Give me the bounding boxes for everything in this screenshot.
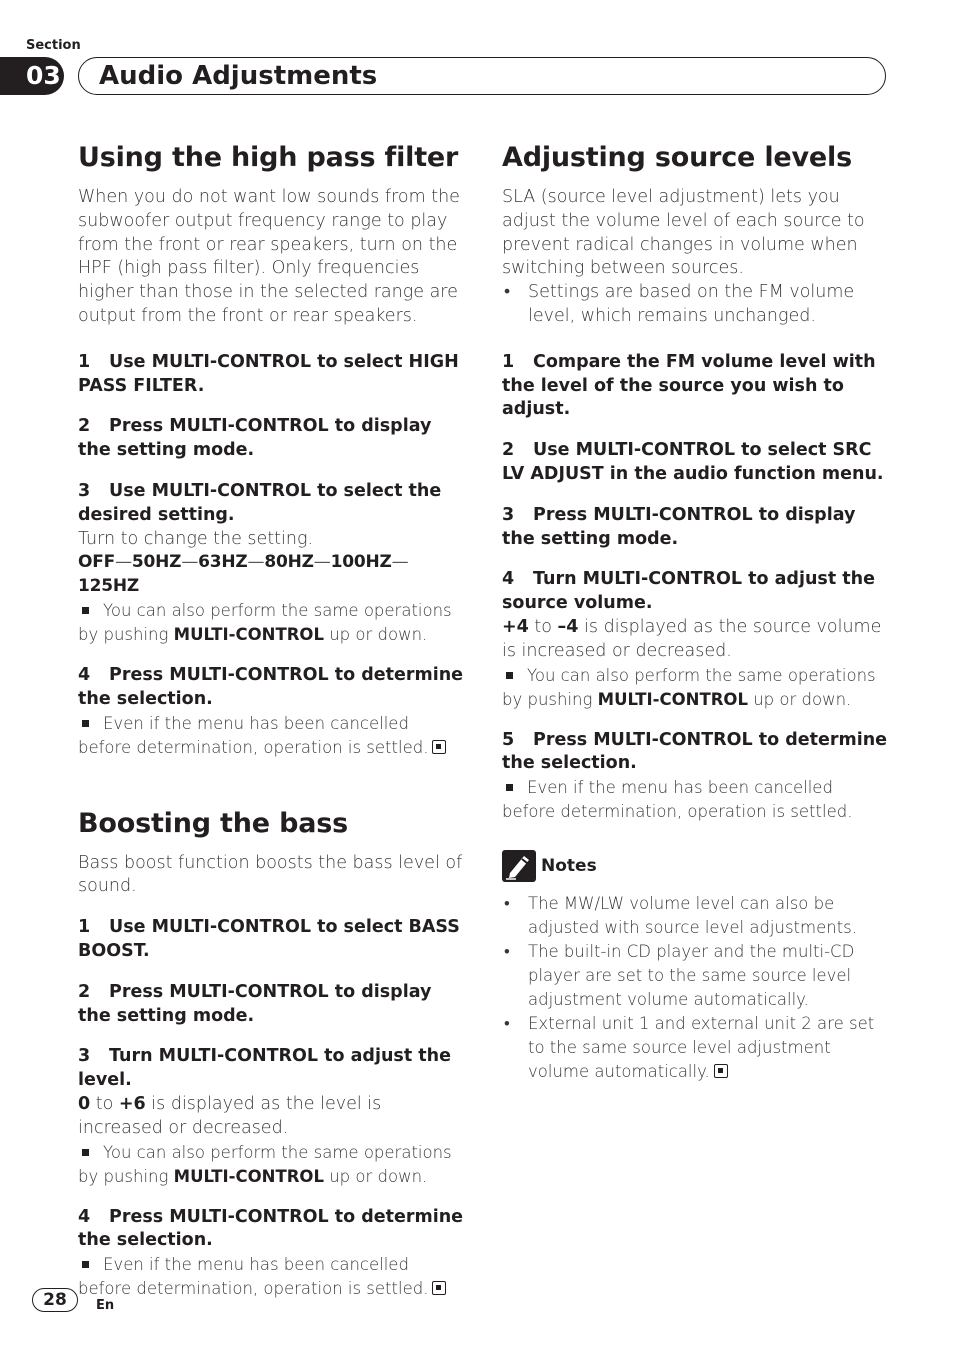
hpf-heading: Using the high pass filter — [78, 142, 459, 173]
square-bullet-icon — [82, 1149, 89, 1156]
sla-step-5 — [502, 729, 890, 777]
step-text: Press MULTI-CONTROL to determine the selection. — [502, 729, 888, 774]
right-column — [502, 140, 890, 1084]
step-text: Press MULTI-CONTROL to display the setting mode. — [78, 416, 432, 461]
step-number: 4 — [78, 664, 91, 685]
page-number: 28 — [32, 1288, 78, 1312]
sla-step-5-note: Even if the menu has been cancelled before determination, operation is settled. — [502, 778, 853, 822]
step-number: 2 — [502, 440, 515, 461]
seq-separator: — — [247, 552, 265, 573]
notes-title: Notes — [541, 856, 597, 877]
notes-pencil-icon — [502, 850, 536, 882]
square-bullet-icon — [82, 1261, 89, 1268]
language-code: En — [96, 1298, 115, 1313]
step-number: 3 — [502, 504, 515, 525]
hpf-step-3-note: You can also perform the same operations by pushing MULTI-CONTROL up or down. — [78, 600, 452, 644]
sla-intro: SLA (source level adjustment) lets you adjust the volume level of each source to prevent radical changes in volume when switching between sources. — [502, 187, 865, 279]
bass-step-3 — [78, 1045, 466, 1093]
notes-item-1: • The MW/LW volume level can also be adjusted with source level adjustments. — [502, 892, 890, 940]
sla-step-1 — [502, 351, 890, 422]
bass-step-4-note: Even if the menu has been cancelled before determination, operation is settled. — [78, 1253, 466, 1301]
step-number: 4 — [78, 1206, 91, 1227]
seq-off: OFF — [78, 552, 116, 573]
step-number: 2 — [78, 416, 91, 437]
hpf-step-4 — [78, 664, 466, 712]
bass-intro: Bass boost function boosts the bass level of sound. — [78, 852, 463, 897]
seq-80hz: 80HZ — [264, 552, 314, 573]
step-text: Press MULTI-CONTROL to display the setting mode. — [78, 981, 432, 1026]
end-mark-icon — [714, 1064, 728, 1078]
step-number: 3 — [78, 480, 91, 501]
sla-step-3 — [502, 504, 890, 552]
notes-header — [502, 850, 890, 882]
end-mark-icon — [432, 1281, 446, 1295]
bass-step-3-body: 0 to +6 is displayed as the level is increased or decreased. — [78, 1093, 382, 1138]
square-bullet-icon — [82, 720, 89, 727]
square-bullet-icon — [506, 672, 513, 679]
hpf-step-1 — [78, 351, 466, 399]
sla-step-2 — [502, 439, 890, 487]
bass-step-3-note: You can also perform the same operations by pushing MULTI-CONTROL up or down. — [78, 1142, 452, 1186]
section-title: Audio Adjustments — [99, 61, 378, 91]
step-text: Use MULTI-CONTROL to select the desired setting. — [78, 480, 442, 525]
square-bullet-icon — [506, 784, 513, 791]
notes-item-2: • The built-in CD player and the multi-CD player are set to the same source level adjustment volume automatically. — [502, 940, 890, 1012]
left-column — [78, 140, 466, 1301]
sla-step-4-body: +4 to –4 is displayed as the source volume is increased or decreased. — [502, 616, 882, 661]
seq-50hz: 50HZ — [131, 552, 182, 573]
sla-heading: Adjusting source levels — [502, 142, 852, 173]
seq-separator: — — [115, 552, 132, 573]
hpf-intro: When you do not want low sounds from the subwoofer output frequency range to play from the front or rear speakers, turn on the HPF (high pass filter). Only frequencies higher than those in the selected range are output from the front or rear speakers. — [78, 187, 460, 326]
step-text: Use MULTI-CONTROL to select SRC LV ADJUST in the audio function menu. — [502, 440, 884, 484]
hpf-step-3-body: Turn to change the setting. — [78, 528, 314, 549]
seq-63hz: 63HZ — [198, 552, 248, 573]
seq-125hz: 125HZ — [78, 576, 140, 597]
step-number: 3 — [78, 1046, 91, 1067]
step-number: 5 — [502, 729, 515, 750]
step-text: Use MULTI-CONTROL to select BASS BOOST. — [78, 917, 460, 961]
hpf-step-3 — [78, 480, 466, 528]
step-text: Press MULTI-CONTROL to display the setting mode. — [502, 504, 856, 549]
step-number: 2 — [78, 981, 91, 1002]
section-number: 03 — [0, 57, 64, 95]
step-text: Press MULTI-CONTROL to determine the selection. — [78, 664, 464, 709]
notes-item-3: • External unit 1 and external unit 2 are set to the same source level adjustment volume automatically. — [502, 1012, 890, 1084]
section-label: Section — [26, 38, 81, 53]
bass-step-4 — [78, 1206, 466, 1254]
pencil-icon — [502, 850, 536, 882]
seq-separator: — — [181, 552, 199, 573]
step-number: 1 — [78, 917, 91, 938]
step-number: 4 — [502, 569, 515, 590]
sla-bullet: • Settings are based on the FM volume level, which remains unchanged. — [502, 281, 890, 329]
bass-step-2 — [78, 981, 466, 1029]
seq-100hz: 100HZ — [330, 552, 392, 573]
step-text: Use MULTI-CONTROL to select HIGH PASS FILTER. — [78, 351, 459, 396]
hpf-step-2 — [78, 415, 466, 463]
step-text: Turn MULTI-CONTROL to adjust the level. — [78, 1046, 451, 1091]
sla-step-4-note: You can also perform the same operations by pushing MULTI-CONTROL up or down. — [502, 665, 876, 709]
step-number: 1 — [78, 351, 91, 372]
hpf-step-4-note: Even if the menu has been cancelled before determination, operation is settled. — [78, 712, 466, 760]
seq-separator: — — [313, 552, 331, 573]
end-mark-icon — [432, 740, 446, 754]
bass-step-1 — [78, 916, 466, 964]
seq-separator: — — [391, 552, 409, 573]
step-number: 1 — [502, 351, 515, 372]
bass-heading: Boosting the bass — [78, 807, 348, 839]
square-bullet-icon — [82, 607, 89, 614]
step-text: Compare the FM volume level with the level of the source you wish to adjust. — [502, 351, 876, 420]
section-title-bar — [78, 57, 886, 95]
sla-step-4 — [502, 568, 890, 616]
step-text: Press MULTI-CONTROL to determine the selection. — [78, 1206, 464, 1251]
hpf-setting-sequence — [78, 551, 466, 599]
step-text: Turn MULTI-CONTROL to adjust the source volume. — [502, 569, 875, 614]
